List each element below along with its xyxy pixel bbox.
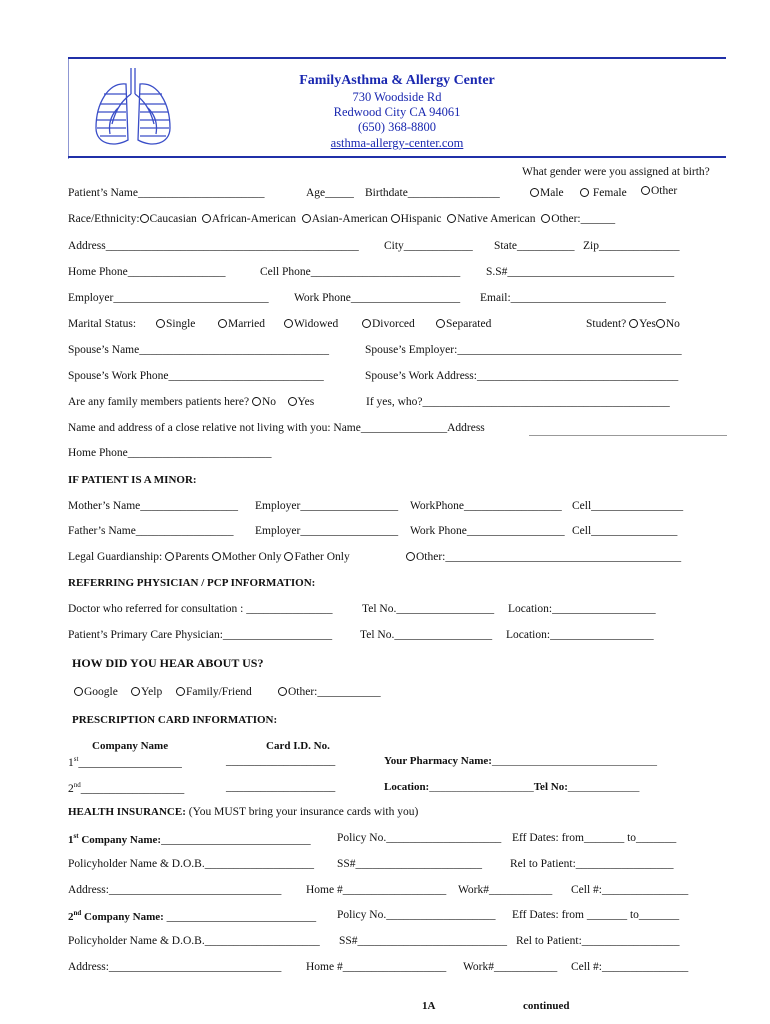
- radio-circle-icon[interactable]: [391, 214, 400, 223]
- marital-widowed-label: Widowed: [294, 318, 339, 330]
- radio-circle-icon: [530, 188, 539, 197]
- if-yes-who-field[interactable]: If yes, who?___________________________________________: [366, 396, 670, 408]
- race-row: [68, 213, 615, 225]
- second-policy-field[interactable]: Policy No.___________________: [337, 909, 496, 921]
- marital-divorced-radio[interactable]: [362, 318, 415, 330]
- marital-widowed-radio[interactable]: [284, 318, 338, 330]
- gender-other-radio[interactable]: [641, 185, 677, 197]
- tel-label: Tel No:: [533, 781, 568, 793]
- clinic-name: FamilyAsthma & Allergy Center: [299, 73, 495, 88]
- student-label: Student?: [586, 318, 627, 330]
- student-row: [586, 318, 680, 330]
- relative-home-phone-field[interactable]: Home Phone_________________________: [68, 447, 272, 459]
- student-no: No: [665, 318, 680, 330]
- spouse-work-phone-field[interactable]: Spouse’s Work Phone___________________________: [68, 370, 324, 382]
- mother-employer-field[interactable]: Employer_________________: [255, 500, 399, 512]
- gender-male-radio[interactable]: [530, 187, 564, 199]
- hear-family-radio[interactable]: [176, 686, 252, 698]
- city-field[interactable]: City____________: [384, 240, 473, 252]
- tel-line: _____________: [567, 781, 640, 793]
- birthdate-field[interactable]: Birthdate________________: [365, 187, 500, 199]
- clinic-phone: (650) 368-8800: [357, 120, 437, 134]
- radio-circle-icon: [406, 552, 415, 561]
- guardianship-label: Legal Guardianship:: [68, 551, 163, 563]
- row1-company-line: __________________: [78, 756, 182, 769]
- clinic-street: 730 Woodside Rd: [352, 90, 442, 104]
- hear-google-radio[interactable]: [74, 686, 118, 698]
- pharmacy-name-field[interactable]: [384, 755, 657, 767]
- family-question: Are any family members patients here?: [68, 396, 250, 408]
- race-other: Other:______: [551, 213, 616, 225]
- radio-circle-icon: [362, 319, 371, 328]
- location-label: Location:: [384, 781, 430, 793]
- hear-google-label: Google: [84, 686, 118, 698]
- row2-company-line: __________________: [80, 782, 185, 795]
- first-policy-field[interactable]: Policy No.____________________: [337, 832, 502, 844]
- pharmacy-label: Your Pharmacy Name:: [384, 755, 492, 767]
- marital-label: Marital Status:: [68, 318, 137, 330]
- marital-single-label: Single: [166, 318, 196, 330]
- radio-circle-icon: [278, 687, 287, 696]
- father-cell-field[interactable]: Cell_______________: [572, 525, 678, 537]
- state-field[interactable]: State__________: [494, 240, 575, 252]
- family-members-row: [68, 396, 314, 408]
- prescription-company-col: Company Name: [92, 740, 169, 752]
- age-field[interactable]: Age_____: [306, 187, 354, 199]
- referring-heading: REFERRING PHYSICIAN / PCP INFORMATION:: [68, 577, 316, 589]
- radio-circle-icon[interactable]: [629, 319, 638, 328]
- second-eff-dates-field[interactable]: Eff Dates: from _______ to_______: [512, 909, 680, 921]
- hear-heading: HOW DID YOU HEAR ABOUT US?: [72, 656, 264, 670]
- marital-separated-radio[interactable]: [436, 318, 491, 330]
- gender-male-label: Male: [540, 187, 564, 199]
- family-no: No: [261, 396, 276, 408]
- second-address-field[interactable]: Address:______________________________: [68, 961, 282, 973]
- first-cell-field[interactable]: Cell #:_______________: [571, 884, 689, 896]
- hear-yelp-label: Yelp: [141, 686, 163, 698]
- first-policyholder-field[interactable]: Policyholder Name & D.O.B.___________________: [68, 858, 314, 870]
- radio-circle-icon[interactable]: [212, 552, 221, 561]
- first-number: 1: [68, 833, 74, 846]
- mother-cell-field[interactable]: Cell________________: [572, 500, 684, 512]
- first-address-field[interactable]: Address:______________________________: [68, 884, 282, 896]
- row1-number: 1: [68, 756, 74, 769]
- first-work-field[interactable]: Work#___________: [458, 884, 553, 896]
- radio-circle-icon: [218, 319, 227, 328]
- radio-circle-icon[interactable]: [140, 214, 149, 223]
- employer-field[interactable]: Employer___________________________: [68, 292, 269, 304]
- radio-circle-icon: [580, 188, 589, 197]
- radio-circle-icon: [284, 319, 293, 328]
- radio-circle-icon: [74, 687, 83, 696]
- ssn-field[interactable]: S.S#_____________________________: [486, 266, 675, 278]
- second-sup: nd: [73, 909, 82, 917]
- prescription-row1-company[interactable]: [68, 755, 182, 769]
- insurance-note: (You MUST bring your insurance cards with you): [188, 806, 419, 818]
- second-policyholder-field[interactable]: Policyholder Name & D.O.B.____________________: [68, 935, 320, 947]
- gender-female-radio[interactable]: [580, 187, 627, 199]
- referring-location-field[interactable]: Location:__________________: [508, 603, 656, 615]
- radio-circle-icon: [156, 319, 165, 328]
- guardian-mother-only: Mother Only: [221, 551, 282, 563]
- second-company-field[interactable]: [68, 909, 316, 923]
- mother-work-phone-field[interactable]: WorkPhone_________________: [410, 500, 562, 512]
- pcp-tel-field[interactable]: Tel No._________________: [360, 629, 493, 641]
- hear-yelp-radio[interactable]: [131, 686, 162, 698]
- referring-tel-field[interactable]: Tel No._________________: [362, 603, 495, 615]
- first-sup: st: [73, 832, 79, 840]
- row2-number: 2: [68, 782, 74, 795]
- relative-address-line: [529, 435, 727, 436]
- work-phone-field[interactable]: Work Phone___________________: [294, 292, 461, 304]
- father-employer-field[interactable]: Employer_________________: [255, 525, 399, 537]
- pharmacy-location-field[interactable]: [384, 781, 639, 793]
- prescription-row2-company[interactable]: [68, 781, 184, 795]
- race-native-american: Native American: [457, 213, 536, 225]
- marital-single-radio[interactable]: [156, 318, 195, 330]
- prescription-card-col: Card I.D. No.: [266, 740, 330, 752]
- gender-question: What gender were you assigned at birth?: [522, 166, 710, 178]
- second-company-label: Company Name:: [81, 910, 164, 923]
- header-top-rule: [68, 57, 726, 59]
- close-relative-field[interactable]: Name and address of a close relative not living with you: Name_______________Address: [68, 422, 485, 434]
- marital-married-radio[interactable]: [218, 318, 265, 330]
- first-rel-field[interactable]: Rel to Patient:_________________: [510, 858, 674, 870]
- hear-other-label: Other:___________: [288, 686, 381, 698]
- pharmacy-line: ______________________________: [491, 755, 657, 767]
- second-home-field[interactable]: Home #__________________: [306, 961, 447, 973]
- guardian-other-radio[interactable]: [406, 551, 681, 563]
- marital-married-label: Married: [228, 318, 266, 330]
- spouse-employer-field[interactable]: Spouse’s Employer:_______________________________________: [365, 344, 682, 356]
- race-african-american: African-American: [211, 213, 296, 225]
- zip-field[interactable]: Zip______________: [583, 240, 680, 252]
- referring-doctor-field[interactable]: Doctor who referred for consultation : _______________: [68, 603, 333, 615]
- second-cell-field[interactable]: Cell #:_______________: [571, 961, 689, 973]
- lungs-logo-icon: [88, 64, 178, 152]
- student-yes: Yes: [639, 318, 656, 330]
- header-left-rule: [68, 59, 69, 159]
- second-ss-field[interactable]: SS#__________________________: [339, 935, 508, 947]
- second-company-line: __________________________: [163, 910, 317, 923]
- family-yes: Yes: [297, 396, 315, 408]
- radio-circle-icon[interactable]: [288, 397, 297, 406]
- hear-other-radio[interactable]: [278, 686, 381, 698]
- home-phone-field[interactable]: Home Phone_________________: [68, 266, 226, 278]
- radio-circle-icon: [436, 319, 445, 328]
- insurance-heading: HEALTH INSURANCE:: [68, 806, 186, 818]
- continued-label: continued: [523, 1000, 570, 1012]
- pcp-field[interactable]: Patient’s Primary Care Physician:___________________: [68, 629, 333, 641]
- first-company-label: Company Name:: [78, 833, 162, 846]
- spouse-name-field[interactable]: Spouse’s Name_________________________________: [68, 344, 329, 356]
- mother-name-field[interactable]: Mother’s Name_________________: [68, 500, 239, 512]
- guardian-father-only: Father Only: [294, 551, 350, 563]
- row2-sup: nd: [73, 781, 81, 789]
- radio-circle-icon[interactable]: [302, 214, 311, 223]
- radio-circle-icon[interactable]: [202, 214, 211, 223]
- spouse-work-address-field[interactable]: Spouse’s Work Address:___________________________________: [365, 370, 679, 382]
- radio-circle-icon[interactable]: [252, 397, 261, 406]
- radio-circle-icon[interactable]: [541, 214, 550, 223]
- radio-circle-icon[interactable]: [165, 552, 174, 561]
- gender-female-label: Female: [592, 187, 627, 199]
- location-line: ___________________: [429, 781, 534, 793]
- guardianship-row: [68, 551, 350, 563]
- guardian-other: Other:_________________________________________: [416, 551, 682, 563]
- radio-circle-icon[interactable]: [656, 319, 665, 328]
- first-home-field[interactable]: Home #__________________: [306, 884, 447, 896]
- marital-divorced-label: Divorced: [372, 318, 415, 330]
- second-rel-field[interactable]: Rel to Patient:_________________: [516, 935, 680, 947]
- clinic-city: Redwood City CA 94061: [333, 105, 461, 119]
- second-number: 2: [68, 910, 74, 923]
- address-field[interactable]: Address____________________________________________: [68, 240, 359, 252]
- radio-circle-icon[interactable]: [284, 552, 293, 561]
- guardian-parents: Parents: [175, 551, 209, 563]
- first-eff-dates-field[interactable]: Eff Dates: from_______ to_______: [512, 832, 677, 844]
- prescription-heading: PRESCRIPTION CARD INFORMATION:: [72, 714, 278, 726]
- first-ss-field[interactable]: SS#______________________: [337, 858, 483, 870]
- marital-separated-label: Separated: [446, 318, 492, 330]
- prescription-row1-card[interactable]: ___________________: [226, 755, 336, 767]
- race-caucasian: Caucasian: [149, 213, 197, 225]
- first-company-field[interactable]: [68, 832, 311, 846]
- insurance-heading-row: [68, 806, 418, 818]
- header-bottom-rule: [68, 156, 726, 158]
- email-field[interactable]: Email:___________________________: [480, 292, 666, 304]
- hear-family-label: Family/Friend: [186, 686, 252, 698]
- gender-other-label: Other: [651, 185, 678, 197]
- patient-name-field[interactable]: Patient’s Name______________________: [68, 187, 265, 199]
- radio-circle-icon: [641, 186, 650, 195]
- radio-circle-icon[interactable]: [447, 214, 456, 223]
- pcp-location-field[interactable]: Location:__________________: [506, 629, 654, 641]
- radio-circle-icon: [176, 687, 185, 696]
- page-number: 1A: [422, 1000, 436, 1012]
- race-hispanic: Hispanic: [400, 213, 442, 225]
- cell-phone-field[interactable]: Cell Phone__________________________: [260, 266, 461, 278]
- prescription-row2-card[interactable]: ___________________: [226, 781, 336, 793]
- minor-heading: IF PATIENT IS A MINOR:: [68, 474, 197, 486]
- race-label: Race/Ethnicity:: [68, 213, 140, 225]
- first-company-line: __________________________: [161, 833, 311, 846]
- father-name-field[interactable]: Father’s Name_________________: [68, 525, 234, 537]
- radio-circle-icon: [131, 687, 140, 696]
- row1-sup: st: [73, 755, 79, 763]
- father-work-phone-field[interactable]: Work Phone_________________: [410, 525, 565, 537]
- race-asian-american: Asian-American: [311, 213, 388, 225]
- clinic-website-link[interactable]: asthma-allergy-center.com: [330, 136, 464, 150]
- second-work-field[interactable]: Work#___________: [463, 961, 558, 973]
